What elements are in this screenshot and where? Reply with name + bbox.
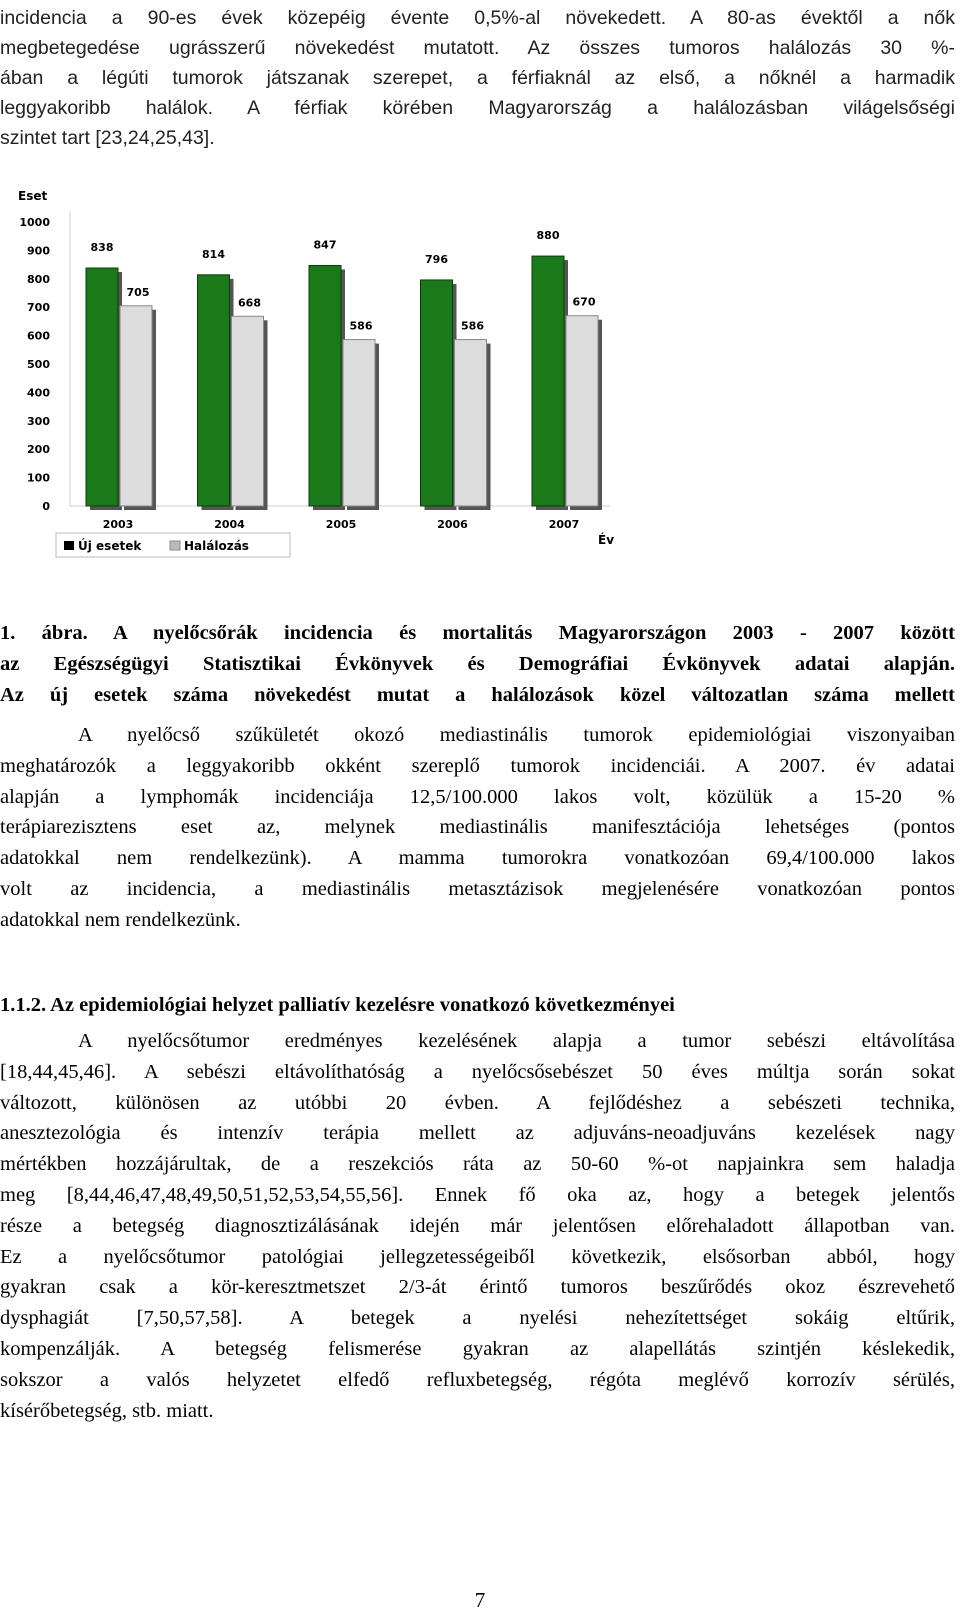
x-tick-label: 2003 [102,518,134,531]
y-tick-label: 1000 [19,216,50,229]
text-line: változott, különösen az utóbbi 20 évben. A fejlődéshez a sebészeti technika, [0,1091,955,1114]
y-tick-label: 300 [27,414,50,428]
bar-new-cases [198,275,230,506]
text-line: része a betegség diagnosztizálásának idején már jelentősen előrehaladott állapotban van. [0,1214,955,1237]
bar-mortality [232,316,264,506]
y-tick-label: 100 [27,471,50,485]
data-label-new-cases: 880 [536,229,560,243]
x-tick-label: 2007 [548,518,580,531]
text-line: szintet tart [23,24,25,43]. [0,127,215,149]
intro-paragraph [0,3,955,153]
y-tick-label: 800 [27,272,50,286]
text-line: ában a légúti tumorok játszanak szerepet, a férfiaknál az első, a nőknél a harmadik [0,67,955,89]
x-tick-label: 2005 [325,518,357,531]
page-number: 7 [474,1588,486,1612]
data-label-mortality: 586 [349,319,373,333]
x-tick-label: 2004 [214,518,245,531]
data-label-new-cases: 814 [202,247,225,261]
bar-mortality [120,306,152,506]
data-label-mortality: 586 [461,319,484,333]
y-tick-label: 900 [27,244,50,258]
incidence-mortality-chart [0,180,640,560]
figure-caption [0,618,955,711]
text-line: alapján a lymphomák incidenciája 12,5/100.000 lakos volt, közülük a 15-20 % [0,785,955,808]
data-label-mortality: 668 [238,296,261,310]
text-line: kísérőbetegség, stb. miatt. [0,1399,214,1422]
text-line: dysphagiát [7,50,57,58]. A betegek a nyelési nehezítettséget sokáig eltűrik, [0,1307,955,1330]
x-tick-label: 2006 [437,518,468,531]
bar-mortality [455,340,487,506]
y-tick-label: 600 [27,329,50,343]
bar-new-cases [86,268,118,506]
data-label-new-cases: 838 [90,241,114,255]
text-line: incidencia a 90-es évek közepéig évente 0,5%-al növekedett. A 80-as évektől a nők [0,7,955,29]
text-line: meg [8,44,46,47,48,49,50,51,52,53,54,55,56]. Ennek fő oka az, hogy a betegek jelentős [0,1183,955,1206]
legend-label-new-cases: Új esetek [78,539,142,553]
data-label-new-cases: 796 [425,252,448,266]
text-line: leggyakoribb halálok. A férfiak körében Magyarország a halálozásban világelsőségi [0,97,955,119]
text-line: terápiarezisztens eset az, melynek mediastinális manifesztációja lehetséges (pontos [0,816,955,839]
legend-swatch-new-cases [64,541,74,550]
bar-new-cases [532,256,564,506]
text-line: Ez a nyelőcsőtumor patológiai jellegzetességeiből következik, elsősorban abból, hogy [0,1245,955,1268]
bar-mortality [566,316,598,506]
text-line: A nyelőcső szűkületét okozó mediastinális tumorok epidemiológiai viszonyaiban [78,724,955,746]
y-tick-label: 0 [42,500,50,513]
text-line: [18,44,45,46]. A sebészi eltávolíthatóság a nyelőcsősebészet 50 éves múltja során sokat [0,1060,955,1083]
y-tick-label: 700 [27,301,50,315]
paragraph-palliative [0,1026,955,1426]
caption-line: az Egészségügyi Statisztikai Évkönyvek és Demográfiai Évkönyvek adatai alapján. [0,653,955,675]
legend-swatch-mortality [170,541,180,550]
y-tick-label: 400 [27,386,50,400]
text-line: sokszor a valós helyzetet elfedő refluxbetegség, régóta meglévő korrozív sérülés, [0,1368,955,1391]
paragraph-mediastinal-tumors [0,720,955,936]
bar-new-cases [309,265,341,506]
section-heading: 1.1.2. Az epidemiológiai helyzet palliatív kezelésre vonatkozó következményei [0,994,675,1016]
legend-label-mortality: Halálozás [184,539,249,553]
y-tick-label: 500 [27,358,50,371]
caption-line: Az új esetek száma növekedést mutat a halálozások közel változatlan száma mellett [0,684,955,706]
text-line: kompenzálják. A betegség felismerése gyakran az alapellátás szintjén késlekedik, [0,1337,955,1360]
text-line: adatokkal nem rendelkezünk). A mamma tumorokra vonatkozóan 69,4/100.000 lakos [0,847,955,870]
bar-mortality [343,340,375,506]
text-line: A nyelőcsőtumor eredményes kezelésének alapja a tumor sebészi eltávolítása [78,1030,955,1052]
x-axis-label: Év [598,533,615,547]
data-label-new-cases: 847 [313,238,337,252]
text-line: volt az incidencia, a mediastinális metasztázisok megjelenésére vonatkozóan pontos [0,877,955,900]
y-tick-label: 200 [27,443,50,457]
y-axis-label: Eset [18,189,48,203]
text-line: anesztezológia és intenzív terápia mellett az adjuváns-neoadjuváns kezelések nagy [0,1122,955,1145]
text-line: adatokkal nem rendelkezünk. [0,908,241,931]
text-line: gyakran csak a kör-keresztmetszet 2/3-át érintő tumoros beszűrődés okoz észrevehető [0,1276,955,1299]
bar-new-cases [421,280,453,506]
text-line: megbetegedése ugrásszerű növekedést mutatott. Az összes tumoros halálozás 30 %- [0,37,955,59]
text-line: mértékben hozzájárultak, de a reszekciós ráta az 50-60 %-ot napjainkra sem haladja [0,1153,955,1176]
data-label-mortality: 705 [126,285,150,299]
data-label-mortality: 670 [572,295,596,309]
text-line: meghatározók a leggyakoribb okként szereplő tumorok incidenciái. A 2007. év adatai [0,754,955,777]
caption-line: 1. ábra. A nyelőcsőrák incidencia és mortalitás Magyarországon 2003 - 2007 között [0,622,955,644]
